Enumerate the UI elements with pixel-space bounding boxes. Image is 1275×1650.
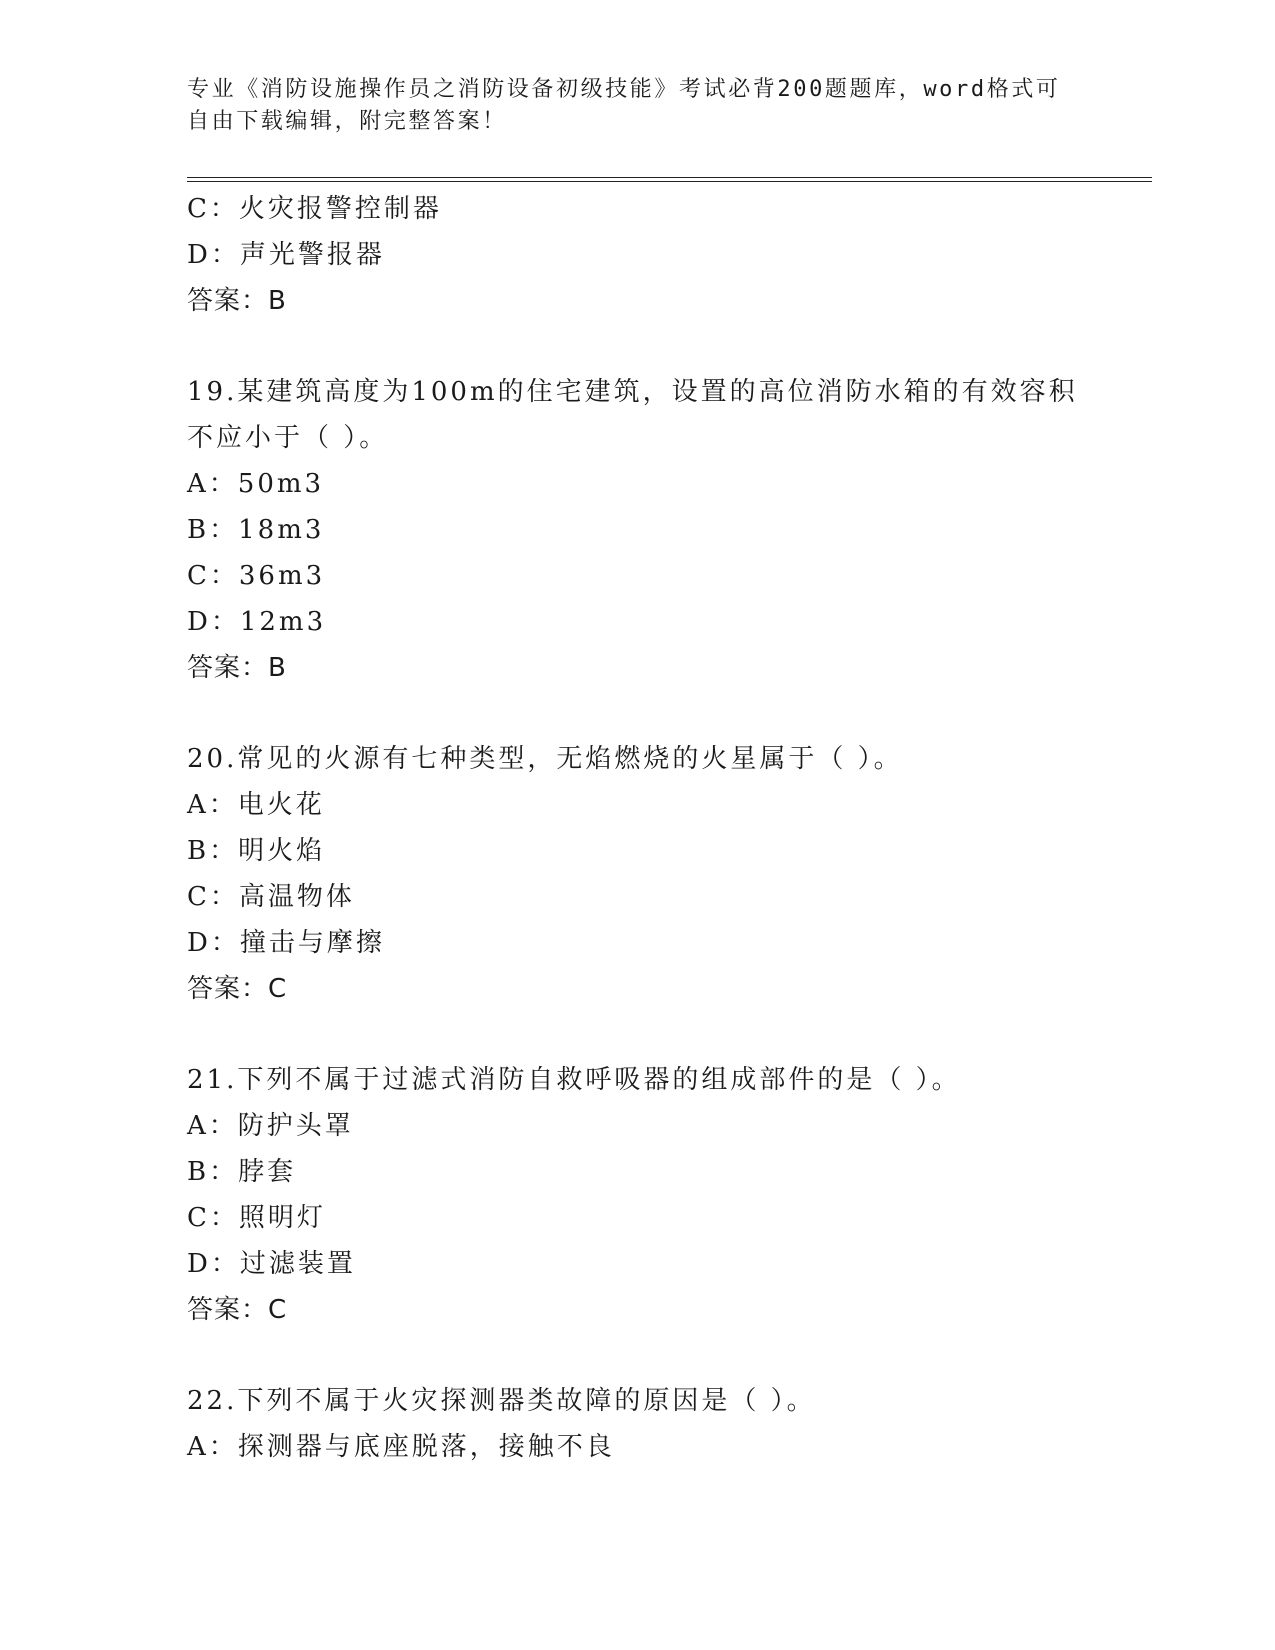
q19-option-b: B：18m3 xyxy=(187,515,325,545)
q20-option-c: C：高温物体 xyxy=(187,882,355,912)
spacer xyxy=(187,691,1087,736)
header-divider-top xyxy=(187,177,1152,178)
q20-stem-line-1: 20.常见的火源有七种类型，无焰燃烧的火星属于（ ）。 xyxy=(187,744,903,774)
q20-option-d: D：撞击与摩擦 xyxy=(187,928,385,958)
q19-option-c: C：36m3 xyxy=(187,561,326,591)
q21-option-c: C：照明灯 xyxy=(187,1203,326,1233)
header-line-1: 专业《消防设施操作员之消防设备初级技能》考试必背200题题库，word格式可 xyxy=(187,77,1061,102)
q19-option-d: D：12m3 xyxy=(187,607,327,637)
question-22 xyxy=(187,1378,1087,1470)
question-19 xyxy=(187,369,1087,691)
q21-answer: 答案：C xyxy=(187,1295,288,1325)
question-list xyxy=(187,186,1087,1470)
q20-option-a: A：电火花 xyxy=(187,790,325,820)
q20-option-b: B：明火焰 xyxy=(187,836,326,866)
q19-answer: 答案：B xyxy=(187,653,287,683)
q18-option-c: C：火灾报警控制器 xyxy=(187,194,442,224)
q18-answer: 答案：B xyxy=(187,286,287,316)
q21-option-b: B：脖套 xyxy=(187,1157,297,1187)
header-line-2: 自由下载编辑，附完整答案！ xyxy=(187,109,507,134)
q20-answer: 答案：C xyxy=(187,974,288,1004)
document-header xyxy=(187,74,1067,138)
spacer xyxy=(187,324,1087,369)
header-divider-bottom xyxy=(187,181,1152,182)
q22-option-a: A：探测器与底座脱落，接触不良 xyxy=(187,1432,615,1462)
q19-stem-line-1: 19.某建筑高度为100m的住宅建筑，设置的高位消防水箱的有效容积 xyxy=(187,377,1078,407)
spacer xyxy=(187,1012,1087,1057)
spacer xyxy=(187,1333,1087,1378)
question-21 xyxy=(187,1057,1087,1333)
q22-stem-line-1: 22.下列不属于火灾探测器类故障的原因是（ ）。 xyxy=(187,1386,816,1416)
q19-stem-line-2: 不应小于（ ）。 xyxy=(187,423,389,453)
q21-option-d: D：过滤装置 xyxy=(187,1249,356,1279)
q21-option-a: A：防护头罩 xyxy=(187,1111,354,1141)
q19-option-a: A：50m3 xyxy=(187,469,325,499)
question-20 xyxy=(187,736,1087,1012)
q21-stem-line-1: 21.下列不属于过滤式消防自救呼吸器的组成部件的是（ ）。 xyxy=(187,1065,961,1095)
q18-option-d: D：声光警报器 xyxy=(187,240,385,270)
